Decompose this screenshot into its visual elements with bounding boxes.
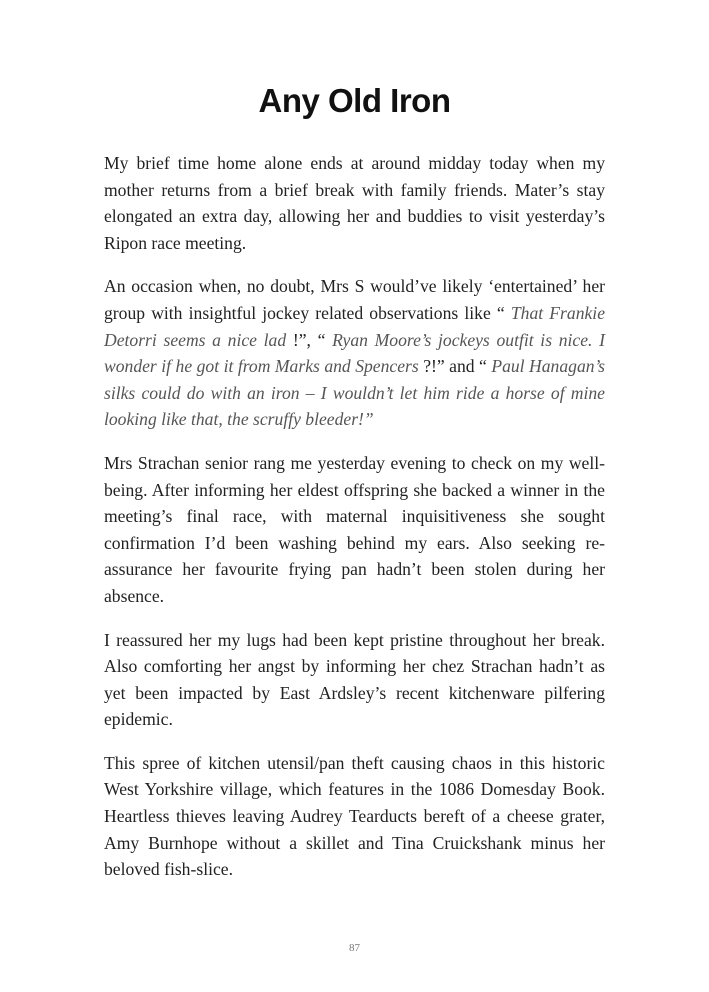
paragraph-4: I reassured her my lugs had been kept pristine throughout her break. Also comforting her angst by informing her chez Strachan hadn’t as yet been impacted by East Ardsley’s recent kitchenware pilfering epidemic. [104, 629, 605, 730]
paragraph-2-lead: An occasion when, no doubt, Mrs S would’ve likely ‘entertained’ her group with insightful jockey related observations like “ [104, 276, 605, 323]
chapter-title: Any Old Iron [258, 82, 451, 119]
quote-separator-2: ?!” and “ [418, 356, 492, 377]
quote-frankie-detorri: That Frankie Detorri seems a nice lad [104, 302, 606, 350]
quote-ryan-moore: Ryan Moore’s jockeys outfit is nice. I wonder if he got it from Marks and Spencers [104, 329, 605, 377]
paragraph-1: My brief time home alone ends at around midday today when my mother returns from a brief break with family friends. Mater’s stay elongated an extra day, allowing her and buddies to visit yesterday’s Ripon race meeting. [104, 153, 605, 253]
paragraph-3: Mrs Strachan senior rang me yesterday evening to check on my well-being. After informing her eldest offspring she backed a winner in the meeting’s final race, with maternal inquisitiveness she sought confirmation I’d been washing behind my ears. Also seeking re-assurance her favourite frying pan hadn’t been stolen during her absence. [104, 452, 605, 606]
paragraph-2 [104, 273, 605, 433]
quote-separator-1: !”, “ [286, 329, 333, 350]
chapter-body [104, 150, 605, 900]
paragraph-5: This spree of kitchen utensil/pan theft causing chaos in this historic West Yorkshire village, which features in the 1086 Domesday Book. Heartless thieves leaving Audrey Tearducts bereft of a cheese grater, Amy Burnhope without a skillet and Tina Cruickshank minus her beloved fish-slice. [104, 752, 605, 880]
quote-paul-hanagan: Paul Hanagan’s silks could do with an iron – I wouldn’t let him ride a horse of mine looking like that, the scruffy bleeder!” [104, 356, 605, 430]
page-number: 87 [349, 942, 360, 954]
